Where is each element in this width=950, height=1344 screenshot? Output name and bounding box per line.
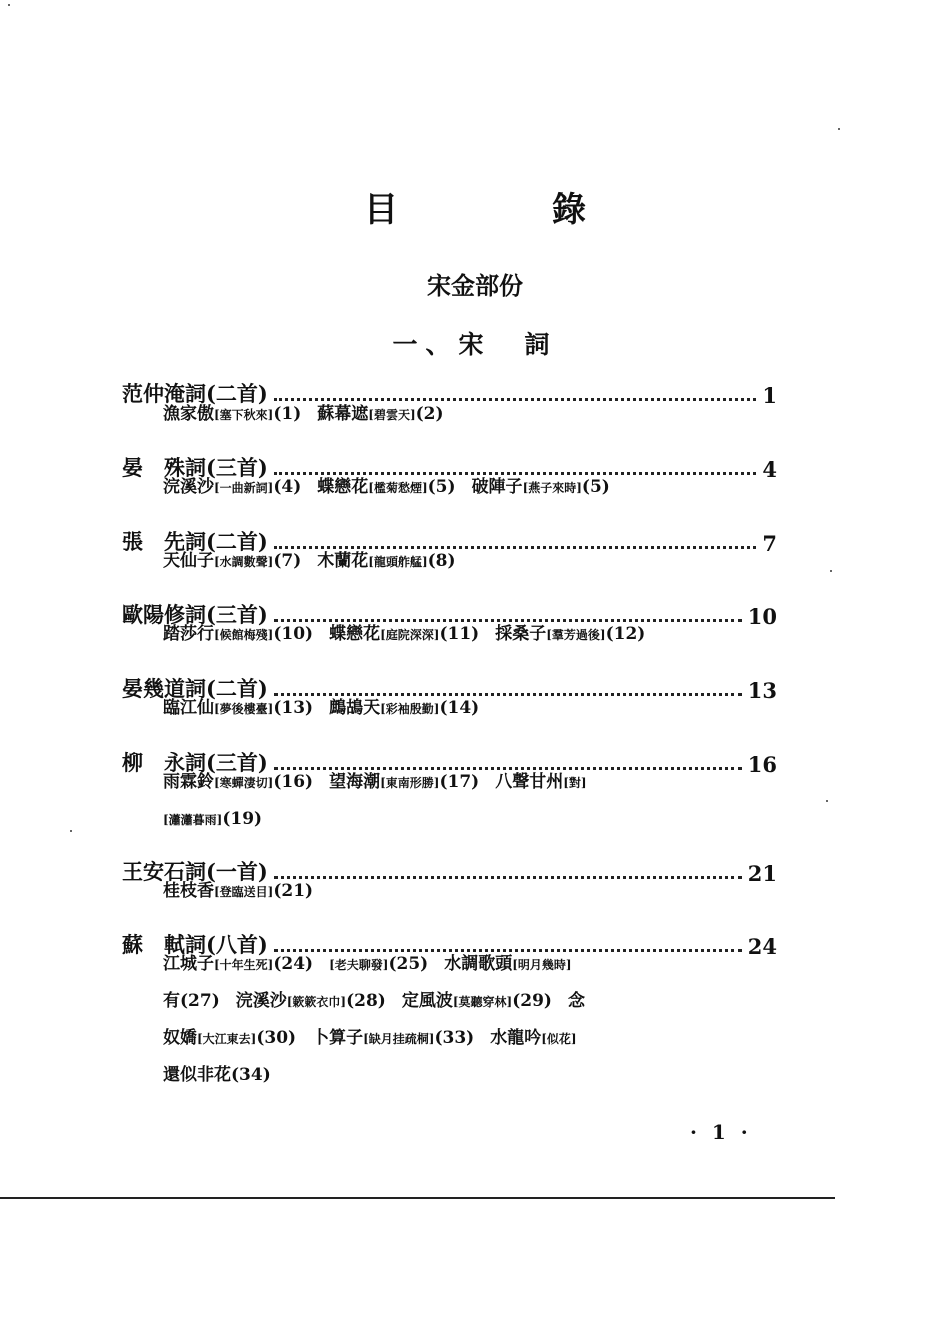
section-heading: 一、宋 詞 — [392, 330, 558, 359]
poem-item: [老夫聊發](25) — [329, 954, 429, 974]
scan-speck — [826, 800, 828, 802]
toc-entry-page: 13 — [747, 678, 777, 703]
toc-subentry-line — [163, 469, 753, 506]
poem-item: 鷓鴣天[彩袖殷勤](14) — [329, 698, 480, 718]
scan-speck — [70, 830, 72, 832]
toc-subentry-line — [163, 946, 753, 983]
toc-subentry-line — [163, 1020, 753, 1057]
poem-item: 奴嬌[大江東去](30) — [163, 1028, 297, 1048]
toc-subentries — [163, 396, 753, 433]
toc-entry-name: 范仲淹詞(二首) — [122, 381, 268, 406]
toc-subentries — [163, 946, 753, 1094]
poem-item: 定風波[莫聽穿林](29) — [401, 991, 552, 1011]
toc-subentry-line — [163, 690, 753, 727]
poem-item: 破陣子[燕子來時](5) — [471, 477, 610, 497]
scan-speck — [838, 128, 840, 130]
part-heading: 宋金部份 — [427, 271, 523, 300]
page-number: · 1 · — [690, 1120, 752, 1144]
poem-item: 採桑子[羣芳過後](12) — [495, 624, 646, 644]
poem-item: 浣溪沙[一曲新詞](4) — [163, 477, 302, 497]
toc-subentries — [163, 873, 753, 910]
toc-subentries — [163, 690, 753, 727]
toc-entry-page: 16 — [747, 752, 777, 777]
toc-entry-page: 1 — [762, 383, 777, 408]
toc-entry-page: 21 — [747, 861, 777, 886]
poem-item: 雨霖鈴[寒蟬淒切](16) — [163, 772, 314, 792]
toc-entry-name: 歐陽修詞(三首) — [122, 602, 268, 627]
poem-item: 桂枝香[登臨送目](21) — [163, 881, 314, 901]
poem-item: 浣溪沙[簌簌衣巾](28) — [235, 991, 386, 1011]
toc-subentry-line — [163, 543, 753, 580]
poem-item: 臨江仙[夢後樓臺](13) — [163, 698, 314, 718]
poem-item: 水調歌頭[明月幾時] — [444, 954, 572, 974]
toc-subentries — [163, 469, 753, 506]
toc-subentries — [163, 616, 753, 653]
toc-entry-name: 蘇 軾詞(八首) — [122, 932, 268, 957]
poem-item: 有(27) — [163, 991, 220, 1011]
toc-entry-name: 柳 永詞(三首) — [122, 750, 268, 775]
poem-item: 江城子[十年生死](24) — [163, 954, 314, 974]
poem-item: 蝶戀花[庭院深深](11) — [329, 624, 480, 644]
poem-item: 蘇幕遮[碧雲天](2) — [317, 404, 444, 424]
poem-item: 水龍吟[似花] — [490, 1028, 577, 1048]
toc-subentry-line — [163, 396, 753, 433]
poem-item: 卜算子[缺月挂疏桐](33) — [312, 1028, 475, 1048]
poem-item: 蝶戀花[檻菊愁煙](5) — [317, 477, 456, 497]
toc-subentry-line — [163, 1057, 753, 1094]
scan-speck — [830, 570, 832, 572]
toc-entry-name: 張 先詞(二首) — [122, 529, 268, 554]
toc-subentry-line — [163, 983, 753, 1020]
bottom-rule — [0, 1197, 835, 1199]
toc-subentry-line — [163, 616, 753, 653]
toc-entry-name: 王安石詞(一首) — [122, 859, 268, 884]
toc-entry-name: 晏幾道詞(二首) — [122, 676, 268, 701]
toc-entry-page: 4 — [762, 457, 777, 482]
page-title: 目 錄 — [364, 190, 646, 230]
toc-subentry-line — [163, 801, 753, 838]
poem-item: 念 — [567, 991, 585, 1011]
poem-item: 踏莎行[候館梅殘](10) — [163, 624, 314, 644]
poem-item: 八聲甘州[對] — [495, 772, 587, 792]
poem-item: 天仙子[水調數聲](7) — [163, 551, 302, 571]
toc-entry-page: 24 — [747, 934, 777, 959]
toc-subentries — [163, 764, 753, 838]
toc-subentry-line — [163, 873, 753, 910]
toc-entry-page: 10 — [747, 604, 777, 629]
poem-item: 望海潮[東南形勝](17) — [329, 772, 480, 792]
poem-item: 漁家傲[塞下秋來](1) — [163, 404, 302, 424]
poem-item: [瀟瀟暮雨](19) — [163, 809, 263, 829]
scan-speck — [8, 4, 10, 6]
poem-item: 還似非花(34) — [163, 1065, 271, 1085]
toc-subentries — [163, 543, 753, 580]
toc-entry-page: 7 — [762, 531, 777, 556]
toc-subentry-line — [163, 764, 753, 801]
poem-item: 木蘭花[龍頭舴艋](8) — [317, 551, 456, 571]
toc-entry-name: 晏 殊詞(三首) — [122, 455, 268, 480]
